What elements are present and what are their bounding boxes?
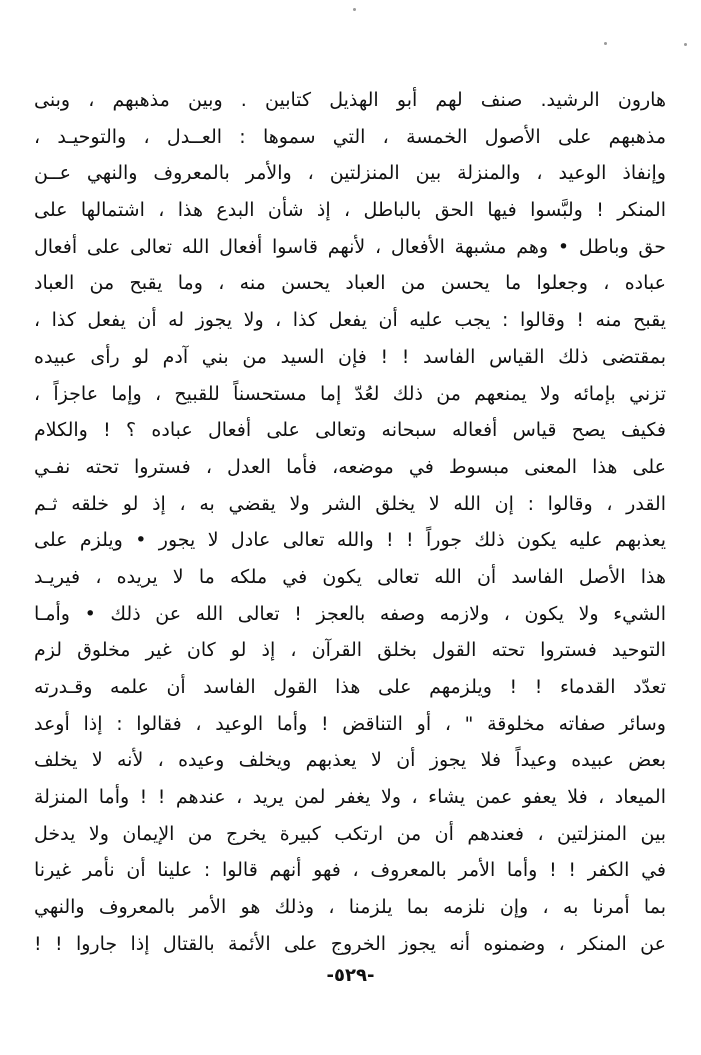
body-text <box>34 82 666 963</box>
text-line: القدر ، وقالوا : إن الله لا يخلق الشر ولا يقضي به ، إذ لو خلقه ثـم <box>34 492 666 515</box>
text-line: فكيف يصح قياس أفعاله سبحانه وتعالى على أفعال عباده ؟ ! والكلام <box>34 419 666 442</box>
text-line: الشيء ولا يكون ، ولازمه وصفه بالعجز ! تعالى الله عن ذلك • وأمـا <box>34 602 666 625</box>
text-line: هارون الرشيد. صنف لهم أبو الهذيل كتابين . وبين مذهبهم ، وبنى <box>34 89 666 111</box>
text-line: مذهبهم على الأصول الخمسة ، التي سموها : العــدل ، والتوحيـد ، <box>34 125 666 148</box>
text-line: عن المنكر ، وضمنوه أنه يجوز الخروج على الأئمة بالقتال إذا جاروا ! ! <box>34 932 666 955</box>
text-line: حق وباطل • وهم مشبهة الأفعال ، لأنهم قاسوا أفعال الله تعالى على أفعال <box>34 235 666 258</box>
text-line: وإنفاذ الوعيد ، والمنزلة بين المنزلتين ، والأمر بالمعروف والنهي عــن <box>34 162 666 185</box>
text-line: بمقتضى ذلك القياس الفاسد ! ! فإن السيد من بني آدم لو رأى عبيده <box>34 345 666 368</box>
scan-speck <box>353 8 356 11</box>
text-line: تعدّد القدماء ! ! ويلزمهم على هذا القول الفاسد أن علمه وقـدرته <box>34 676 666 698</box>
text-line: في الكفر ! ! وأما الأمر بالمعروف ، فهو أنهم قالوا : علينا أن نأمر غيرنا <box>34 859 666 882</box>
text-line: وسائر صفاته مخلوقة " ، أو التناقض ! وأما الوعيد ، فقالوا : إذا أوعد <box>34 712 666 735</box>
text-line: بعض عبيده وعيداً فلا يجوز أن لا يعذبهم ويخلف وعيده ، لأنه لا يخلف <box>34 749 666 772</box>
scan-speck <box>684 43 687 46</box>
text-line: الميعاد ، فلا يعفو عمن يشاء ، ولا يغفر لمن يريد ، عندهم ! ! وأما المنزلة <box>34 786 666 809</box>
text-line: بما أمرنا به ، وإن نلزمه بما يلزمنا ، وذلك هو الأمر بالمعروف والنهي <box>34 896 666 919</box>
text-line: المنكر ! ولبَّسوا فيها الحق بالباطل ، إذ شأن البدع هذا ، اشتمالها على <box>34 199 666 222</box>
text-line: هذا الأصل الفاسد أن الله تعالى يكون في ملكه ما لا يريده ، فيريـد <box>34 565 666 588</box>
scan-speck <box>604 42 607 45</box>
text-line: يعذبهم عليه يكون ذلك جوراً ! ! والله تعالى عادل لا يجور • ويلزم على <box>34 529 666 552</box>
text-line: على هذا المعنى مبسوط في موضعه، فأما العدل ، فستروا تحته نفـي <box>34 455 666 478</box>
text-line: تزني بإمائه ولا يمنعهم من ذلك لعُدّ إما مستحسناً للقبيح ، وإما عاجزاً ، <box>34 382 666 405</box>
text-line: يقبح منه ! وقالوا : يجب عليه أن يفعل كذا ، ولا يجوز له أن يفعل كذا ، <box>34 309 666 332</box>
text-line: بين المنزلتين ، فعندهم أن من ارتكب كبيرة يخرج من الإيمان ولا يدخل <box>34 822 666 845</box>
text-line: عباده ، وجعلوا ما يحسن من العباد يحسن منه ، وما يقبح من العباد <box>34 272 666 295</box>
page-number: -٥٢٩- <box>326 965 375 986</box>
text-line: التوحيد فستروا تحته القول بخلق القرآن ، إذ لو كان غير مخلوق لزم <box>34 639 666 662</box>
